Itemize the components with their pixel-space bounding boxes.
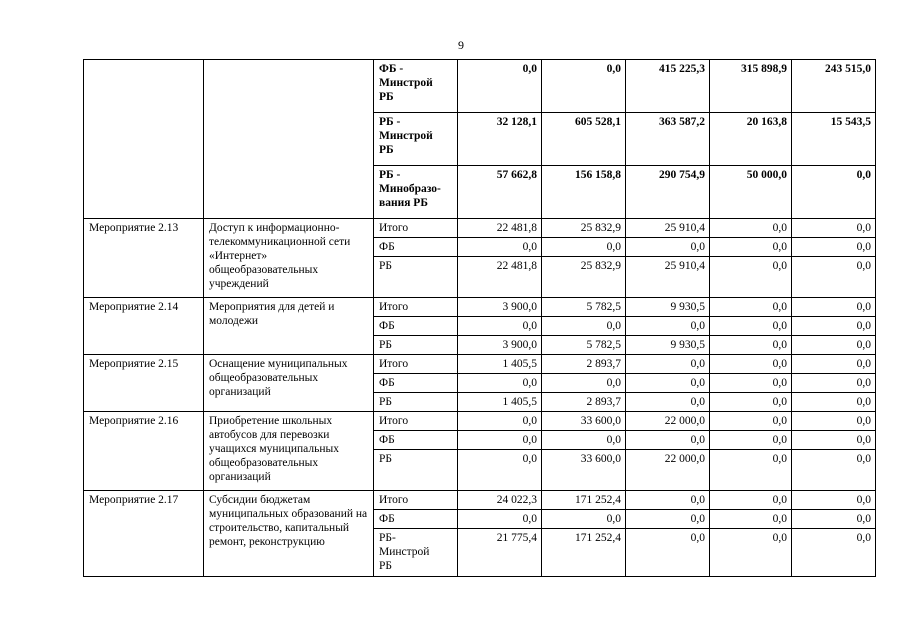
value-cell: 0,0	[710, 298, 792, 317]
value-cell: 0,0	[792, 510, 876, 529]
value-cell: 1 405,5	[458, 355, 542, 374]
value-cell: 0,0	[792, 219, 876, 238]
value-cell: 0,0	[792, 374, 876, 393]
value-cell: 0,0	[542, 60, 626, 113]
value-cell: 22 481,8	[458, 257, 542, 298]
value-cell: 0,0	[626, 374, 710, 393]
value-cell: 0,0	[710, 491, 792, 510]
funding-source-cell: ФБ	[374, 238, 458, 257]
measure-title-cell: Доступ к информационно-телекоммуникационной сети «Интернет» общеобразовательных учреждений	[204, 219, 374, 298]
value-cell: 2 893,7	[542, 355, 626, 374]
value-cell: 25 910,4	[626, 257, 710, 298]
value-cell: 32 128,1	[458, 113, 542, 166]
value-cell: 0,0	[626, 529, 710, 577]
value-cell: 0,0	[710, 257, 792, 298]
value-cell: 171 252,4	[542, 529, 626, 577]
measure-title-cell: Приобретение школьных автобусов для перевозки учащихся муниципальных общеобразовательных организаций	[204, 412, 374, 491]
value-cell: 0,0	[626, 317, 710, 336]
value-cell: 0,0	[542, 317, 626, 336]
value-cell: 0,0	[792, 529, 876, 577]
value-cell: 25 832,9	[542, 219, 626, 238]
funding-source-cell: РБ	[374, 336, 458, 355]
measure-row	[84, 355, 876, 374]
value-cell: 0,0	[458, 412, 542, 431]
value-cell: 0,0	[626, 238, 710, 257]
funding-source-cell: РБ - Минстрой РБ	[374, 113, 458, 166]
value-cell: 0,0	[710, 393, 792, 412]
value-cell: 0,0	[626, 491, 710, 510]
value-cell: 33 600,0	[542, 412, 626, 431]
value-cell: 24 022,3	[458, 491, 542, 510]
value-cell: 9 930,5	[626, 336, 710, 355]
value-cell: 363 587,2	[626, 113, 710, 166]
value-cell: 0,0	[626, 355, 710, 374]
value-cell: 0,0	[710, 219, 792, 238]
funding-source-cell: РБ- Минстрой РБ	[374, 529, 458, 577]
measure-row	[84, 491, 876, 510]
carryover-row	[84, 60, 876, 113]
value-cell: 0,0	[710, 374, 792, 393]
value-cell: 0,0	[792, 317, 876, 336]
measure-row	[84, 412, 876, 431]
value-cell: 33 600,0	[542, 450, 626, 491]
value-cell: 0,0	[458, 374, 542, 393]
value-cell: 5 782,5	[542, 298, 626, 317]
funding-source-cell: ФБ - Минстрой РБ	[374, 60, 458, 113]
value-cell: 15 543,5	[792, 113, 876, 166]
value-cell: 0,0	[626, 431, 710, 450]
value-cell: 22 000,0	[626, 412, 710, 431]
value-cell: 0,0	[458, 317, 542, 336]
value-cell: 0,0	[458, 60, 542, 113]
value-cell: 0,0	[792, 491, 876, 510]
value-cell: 171 252,4	[542, 491, 626, 510]
value-cell: 0,0	[792, 450, 876, 491]
funding-source-cell: ФБ	[374, 317, 458, 336]
value-cell: 0,0	[710, 412, 792, 431]
value-cell: 0,0	[792, 298, 876, 317]
budget-table	[83, 59, 876, 577]
value-cell: 0,0	[710, 317, 792, 336]
funding-source-cell: ФБ	[374, 510, 458, 529]
funding-source-cell: РБ - Минобразо- вания РБ	[374, 166, 458, 219]
value-cell: 25 832,9	[542, 257, 626, 298]
value-cell: 0,0	[626, 510, 710, 529]
value-cell: 0,0	[710, 510, 792, 529]
funding-source-cell: РБ	[374, 393, 458, 412]
funding-source-cell: Итого	[374, 219, 458, 238]
measure-title-cell: Субсидии бюджетам муниципальных образований на строительство, капитальный ремонт, реконструкцию	[204, 491, 374, 577]
measure-code-cell: Мероприятие 2.16	[84, 412, 204, 491]
measure-code-cell: Мероприятие 2.14	[84, 298, 204, 355]
value-cell: 290 754,9	[626, 166, 710, 219]
funding-source-cell: Итого	[374, 355, 458, 374]
value-cell: 25 910,4	[626, 219, 710, 238]
funding-source-cell: ФБ	[374, 374, 458, 393]
funding-source-cell: Итого	[374, 412, 458, 431]
measure-code-cell: Мероприятие 2.17	[84, 491, 204, 577]
value-cell: 0,0	[792, 393, 876, 412]
value-cell: 0,0	[792, 412, 876, 431]
value-cell: 1 405,5	[458, 393, 542, 412]
value-cell: 415 225,3	[626, 60, 710, 113]
value-cell: 0,0	[792, 238, 876, 257]
value-cell: 0,0	[458, 238, 542, 257]
measure-title-cell: Мероприятия для детей и молодежи	[204, 298, 374, 355]
funding-source-cell: Итого	[374, 298, 458, 317]
value-cell: 0,0	[710, 450, 792, 491]
value-cell: 0,0	[792, 355, 876, 374]
value-cell: 0,0	[542, 238, 626, 257]
value-cell: 0,0	[710, 355, 792, 374]
value-cell: 0,0	[792, 336, 876, 355]
value-cell: 0,0	[542, 510, 626, 529]
value-cell: 22 000,0	[626, 450, 710, 491]
value-cell: 0,0	[710, 336, 792, 355]
value-cell: 3 900,0	[458, 298, 542, 317]
value-cell: 0,0	[542, 374, 626, 393]
value-cell: 0,0	[710, 431, 792, 450]
page-number: 9	[458, 38, 464, 52]
value-cell: 5 782,5	[542, 336, 626, 355]
funding-source-cell: РБ	[374, 450, 458, 491]
value-cell: 0,0	[792, 431, 876, 450]
value-cell: 20 163,8	[710, 113, 792, 166]
value-cell: 57 662,8	[458, 166, 542, 219]
funding-source-cell: ФБ	[374, 431, 458, 450]
measure-code-cell: Мероприятие 2.13	[84, 219, 204, 298]
funding-source-cell: РБ	[374, 257, 458, 298]
measure-row	[84, 219, 876, 238]
value-cell: 315 898,9	[710, 60, 792, 113]
measure-title-cell: Оснащение муниципальных общеобразовательных организаций	[204, 355, 374, 412]
value-cell: 0,0	[626, 393, 710, 412]
value-cell: 243 515,0	[792, 60, 876, 113]
value-cell: 0,0	[458, 450, 542, 491]
measure-code-cell	[84, 60, 204, 219]
value-cell: 605 528,1	[542, 113, 626, 166]
value-cell: 50 000,0	[710, 166, 792, 219]
value-cell: 0,0	[542, 431, 626, 450]
value-cell: 156 158,8	[542, 166, 626, 219]
value-cell: 22 481,8	[458, 219, 542, 238]
value-cell: 21 775,4	[458, 529, 542, 577]
value-cell: 0,0	[458, 510, 542, 529]
value-cell: 0,0	[458, 431, 542, 450]
funding-source-cell: Итого	[374, 491, 458, 510]
measure-code-cell: Мероприятие 2.15	[84, 355, 204, 412]
value-cell: 3 900,0	[458, 336, 542, 355]
value-cell: 0,0	[710, 238, 792, 257]
measure-title-cell	[204, 60, 374, 219]
value-cell: 2 893,7	[542, 393, 626, 412]
value-cell: 0,0	[792, 257, 876, 298]
measure-row	[84, 298, 876, 317]
value-cell: 9 930,5	[626, 298, 710, 317]
value-cell: 0,0	[792, 166, 876, 219]
value-cell: 0,0	[710, 529, 792, 577]
